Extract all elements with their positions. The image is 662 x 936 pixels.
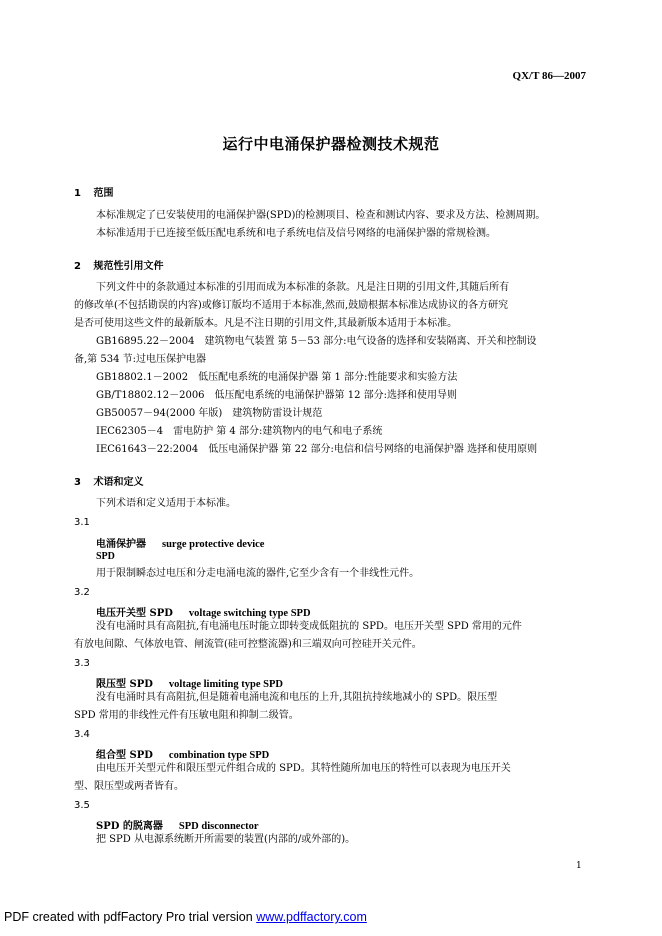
- section-1-heading: [74, 184, 113, 199]
- document-title: 运行中电涌保护器检测技术规范: [222, 135, 440, 153]
- page-number: 1: [576, 861, 582, 871]
- section-1-para-1: 本标准规定了已安装使用的电涌保护器(SPD)的检测项目、检查和测试内容、要求及方法、检测周期。: [96, 210, 546, 221]
- reference-item: GB50057－94(2000 年版) 建筑物防雷设计规范: [96, 408, 323, 419]
- term-definition: SPD 常用的非线性元件有压敏电阻和抑制二级管。: [74, 710, 299, 721]
- section-2-intro-line-1: 下列文件中的条款通过本标准的引用而成为本标准的条款。凡是注日期的引用文件,其随后所有: [96, 282, 510, 293]
- section-1-para-2: 本标准适用于已连接至低压配电系统和电子系统电信及信号网络的电涌保护器的常规检测。: [96, 228, 496, 239]
- term-en: combination type SPD: [168, 750, 270, 761]
- term-heading: [96, 746, 269, 761]
- section-2-intro-line-2: 的修改单(不包括勘误的内容)或修订版均不适用于本标准,然而,鼓励根据本标准达成协议的各方研究: [74, 300, 509, 311]
- term-definition: 没有电涌时具有高阻抗,但是随着电涌电流和电压的上升,其阻抗持续地减小的 SPD。限压型: [96, 692, 498, 703]
- term-en: voltage switching type SPD: [188, 608, 311, 619]
- term-cn: 电涌保护器: [96, 539, 146, 550]
- reference-item: GB16895.22－2004 建筑物电气装置 第 5－53 部分:电气设备的选择和安装隔离、开关和控制设: [96, 336, 537, 347]
- section-3-heading: [74, 473, 143, 488]
- reference-item: IEC62305－4 雷电防护 第 4 部分:建筑物内的电气和电子系统: [96, 426, 383, 437]
- term-heading: [96, 817, 259, 832]
- footer-link[interactable]: www.pdffactory.com: [256, 910, 367, 924]
- reference-item: GB/T18802.12－2006 低压配电系统的电涌保护器第 12 部分:选择和使用导则: [96, 390, 457, 401]
- section-3-intro: 下列术语和定义适用于本标准。: [96, 498, 236, 509]
- subsection-number: 3.4: [74, 729, 90, 740]
- section-number: 2: [74, 261, 81, 272]
- section-number: 3: [74, 477, 81, 488]
- term-definition: 由电压开关型元件和限压型元件组合成的 SPD。其特性随所加电压的特性可以表现为电压开关: [96, 763, 511, 774]
- term-en: SPD disconnector: [178, 821, 259, 832]
- section-title: 规范性引用文件: [93, 261, 164, 272]
- standard-number: QX/T 86—2007: [512, 70, 586, 82]
- footer-text: PDF created with pdfFactory Pro trial version: [4, 910, 257, 924]
- subsection-number: 3.1: [74, 517, 90, 528]
- term-en: surge protective device: [162, 539, 265, 550]
- term-cn: 电压开关型 SPD: [96, 608, 173, 619]
- term-en: voltage limiting type SPD: [168, 679, 283, 690]
- section-title: 术语和定义: [93, 477, 144, 488]
- reference-item: 备,第 534 节:过电压保护电器: [74, 354, 206, 365]
- term-definition: 型、限压型或两者皆有。: [74, 781, 184, 792]
- term-heading: [96, 604, 311, 619]
- section-title: 范围: [93, 188, 114, 199]
- term-abbreviation: SPD: [96, 551, 115, 562]
- term-definition: 把 SPD 从电源系统断开所需要的装置(内部的/或外部的)。: [96, 834, 356, 845]
- reference-item: IEC61643－22:2004 低压电涌保护器 第 22 部分:电信和信号网络的电涌保护器 选择和使用原则: [96, 444, 538, 455]
- section-number: 1: [74, 188, 81, 199]
- term-cn: 限压型 SPD: [96, 679, 153, 690]
- subsection-number: 3.5: [74, 800, 90, 811]
- term-heading: [96, 675, 283, 690]
- term-heading: [96, 535, 264, 550]
- term-definition: 没有电涌时具有高阻抗,有电涌电压时能立即转变成低阻抗的 SPD。电压开关型 SPD 常用的元件: [96, 621, 522, 632]
- term-definition: 用于限制瞬态过电压和分走电涌电流的器件,它至少含有一个非线性元件。: [96, 568, 420, 579]
- section-2-intro-line-3: 是否可使用这些文件的最新版本。凡是不注日期的引用文件,其最新版本适用于本标准。: [74, 318, 458, 329]
- subsection-number: 3.3: [74, 658, 90, 669]
- term-cn: SPD 的脱离器: [96, 821, 163, 832]
- subsection-number: 3.2: [74, 587, 90, 598]
- pdf-watermark-footer: [4, 910, 367, 924]
- reference-item: GB18802.1－2002 低压配电系统的电涌保护器 第 1 部分:性能要求和实验方法: [96, 372, 458, 383]
- term-definition: 有放电间隙、气体放电管、闸流管(硅可控整流器)和三端双向可控硅开关元件。: [74, 639, 422, 650]
- section-2-heading: [74, 257, 163, 272]
- term-cn: 组合型 SPD: [96, 750, 153, 761]
